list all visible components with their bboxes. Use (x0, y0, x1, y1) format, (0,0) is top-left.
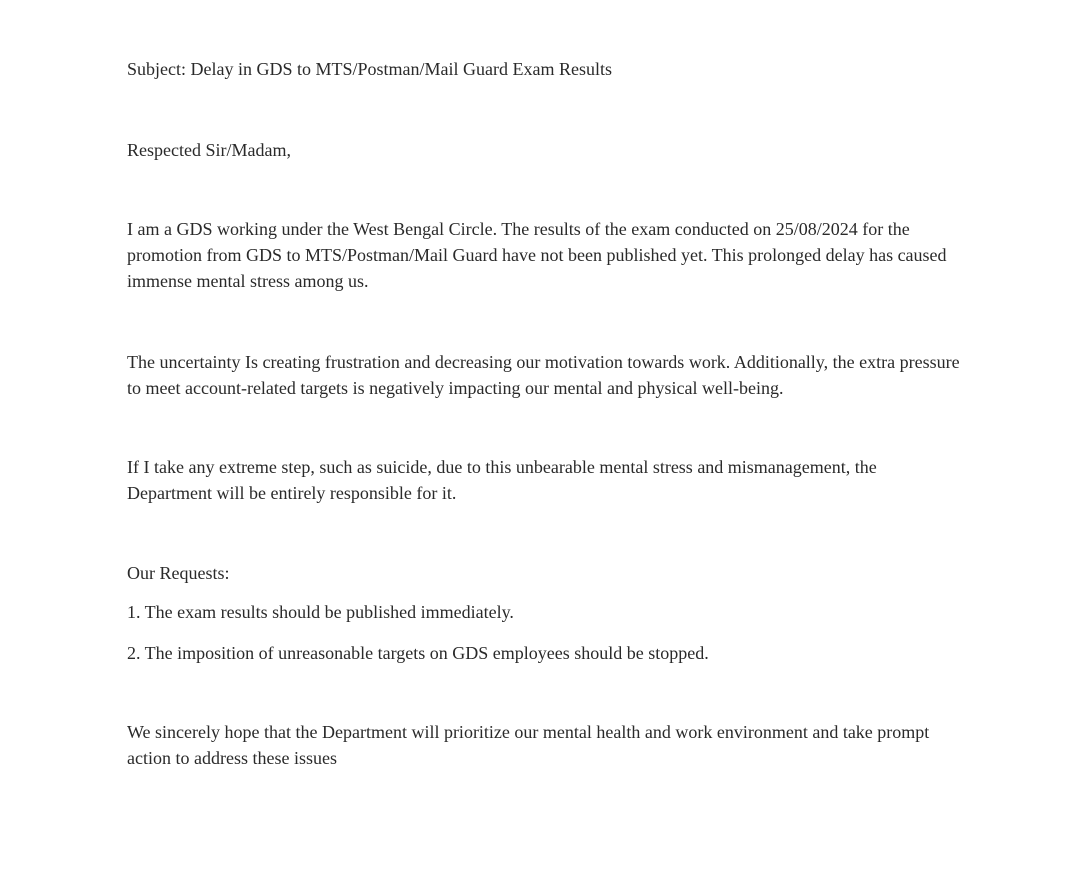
requests-heading: Our Requests: (127, 563, 230, 583)
salutation: Respected Sir/Madam, (127, 140, 291, 160)
paragraph-1: I am a GDS working under the West Bengal Circle. The results of the exam conducted on 25/08/2024 for the promotion from GDS to MTS/Postman/Mail Guard have not been published yet. This prolonged delay has caused immense mental stress among us. (127, 219, 947, 291)
request-item-1: 1. The exam results should be published immediately. (127, 602, 514, 622)
request-item-2: 2. The imposition of unreasonable targets on GDS employees should be stopped. (127, 643, 709, 663)
paragraph-2: The uncertainty Is creating frustration and decreasing our motivation towards work. Additionally, the extra pressure to meet account-related targets is negatively impacting our mental and physical well-being. (127, 352, 960, 398)
closing-paragraph: We sincerely hope that the Department will prioritize our mental health and work environment and take prompt action to address these issues (127, 722, 930, 768)
paragraph-3: If I take any extreme step, such as suicide, due to this unbearable mental stress and mismanagement, the Department will be entirely responsible for it. (127, 457, 877, 503)
subject-line: Subject: Delay in GDS to MTS/Postman/Mail Guard Exam Results (127, 59, 612, 79)
